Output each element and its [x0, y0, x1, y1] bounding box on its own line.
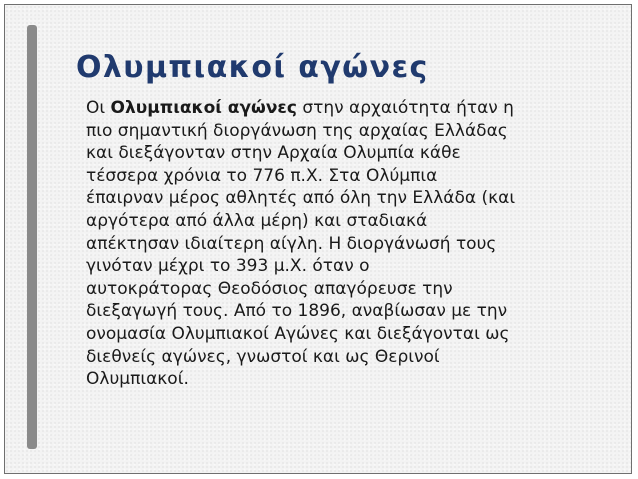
body-line: διεξαγωγή τους. Από το 1896, αναβίωσαν με την: [86, 301, 508, 322]
body-text-segment: Οι: [86, 98, 111, 118]
body-line: τέσσερα χρόνια το 776 π.Χ. Στα Ολύμπια: [86, 165, 438, 186]
highlighted-term: Ολυμπιακοί αγώνες: [110, 98, 297, 118]
body-line: πιο σημαντική διοργάνωση της αρχαίας Ελλάδας: [86, 120, 508, 141]
accent-bar: [27, 25, 37, 449]
body-line: Ολυμπιακοί.: [86, 369, 189, 390]
body-line: αργότερα από άλλα μέρη) και σταδιακά: [86, 210, 428, 231]
body-line: αυτοκράτορας Θεοδόσιος απαγόρευσε την: [86, 278, 453, 299]
body-line: έπαιρναν μέρος αθλητές από όλη την Ελλάδα (και: [86, 188, 516, 209]
body-line: [86, 97, 606, 120]
body-line: γινόταν μέχρι το 393 μ.Χ. όταν ο: [86, 256, 370, 277]
body-text-segment: στην αρχαιότητα ήταν η: [296, 98, 514, 118]
body-line: ονομασία Ολυμπιακοί Αγώνες και διεξάγονται ως: [86, 323, 510, 344]
body-line: απέκτησαν ιδιαίτερη αίγλη. Η διοργάνωσή τους: [86, 233, 497, 254]
slide-body: [86, 97, 606, 391]
slide-title: Ολυμπιακοί αγώνες: [76, 50, 429, 85]
body-line: και διεξάγονταν στην Αρχαία Ολυμπία κάθε: [86, 143, 461, 164]
body-line: διεθνείς αγώνες, γνωστοί και ως Θερινοί: [86, 346, 440, 367]
